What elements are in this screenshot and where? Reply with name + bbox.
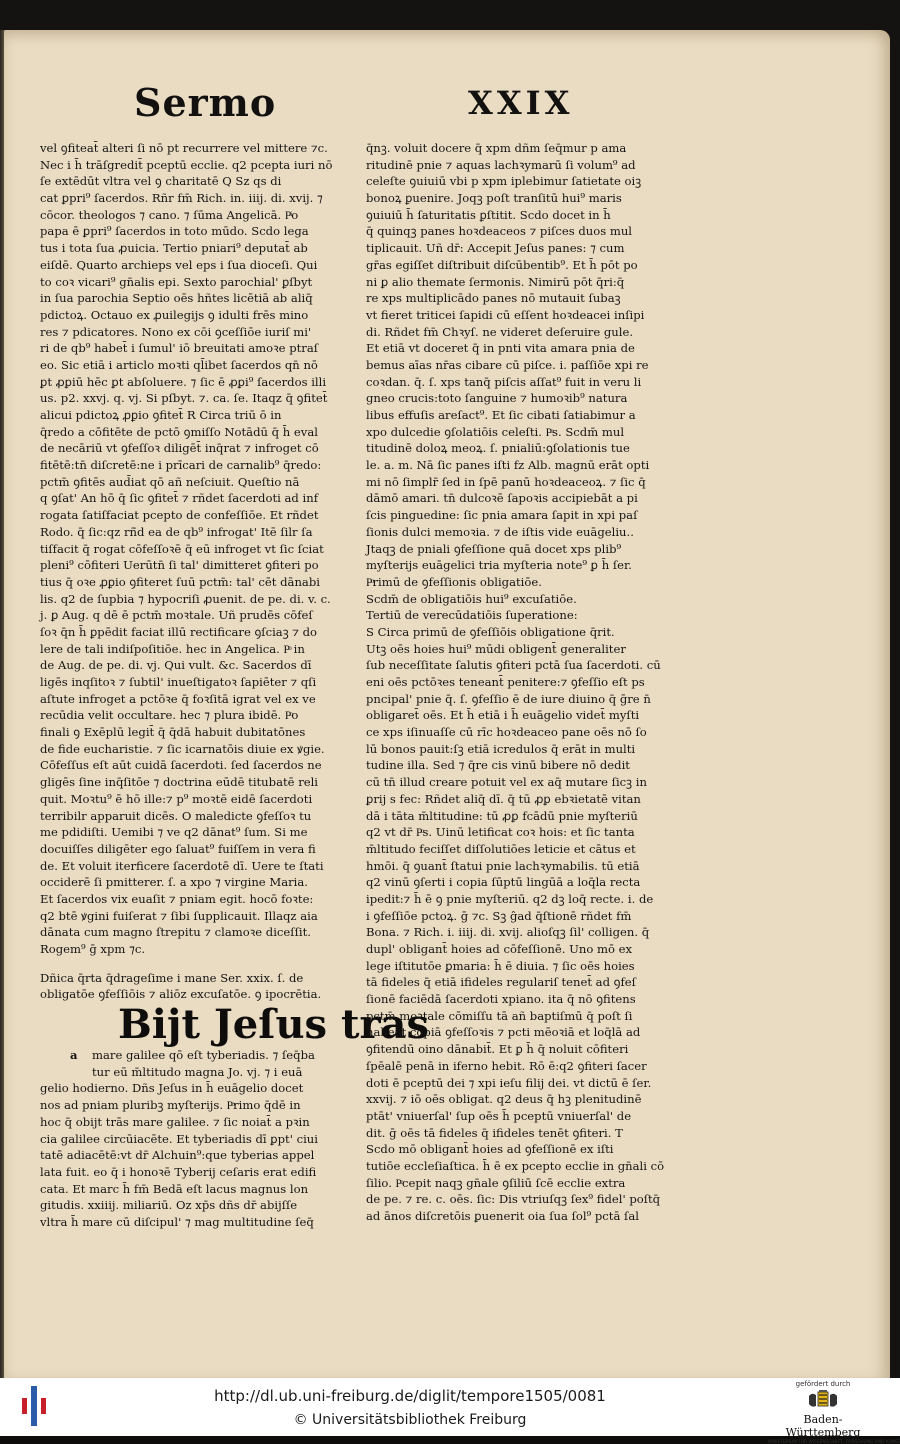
text-line: gligēs ſine inq̄ſitōe ⁊ doctrina eūdē titubatē reli xyxy=(40,775,319,790)
text-line: habeat copiā ꝯfeſſoꝛis ⁊ pcti mēoꝛiā et loq̄lā ad xyxy=(366,1025,641,1040)
text-line: Et ſacerdos vix euaſit ⁊ pniam egit. hocō foꝛte: xyxy=(40,891,314,906)
text-line: q̄ quinqꝫ panes hoꝛdeaceos ⁊ piſces duos mul xyxy=(366,224,633,239)
text-line: ptāt' vniuerſal' ſup oēs h̄ pceptū vniuerſal' de xyxy=(366,1108,632,1123)
text-line: celeſte ꝯuiuiū vbi p xpm iplebimur ſatietate oiꝫ xyxy=(366,174,642,189)
text-line: m̄ltitudo feciſſet diſſolutiōes leticie et cātus et xyxy=(366,841,636,856)
funder-ministry: MINISTERIUM FÜR WISSENSCHAFT, FORSCHUNG UND KUNST xyxy=(768,1439,900,1444)
text-line: rogata ſatiſfaciat pcepto de confeſſiōe. Et rñdet xyxy=(40,508,319,523)
text-line: le. a. m. Nā ſic panes iſti fz Alb. magnū erāt opti xyxy=(366,458,650,473)
text-line: Rodo. q̄ ſic:qz rñ̄d ea de qb⁹ infrogat' Itē ſilr ſa xyxy=(40,524,313,539)
initial-letter: a xyxy=(70,1048,78,1063)
text-line: ipedit:⁊ h̄ ē ꝯ pnie myſteriū. q2 dꝫ loq̄ recte. i. de xyxy=(366,891,654,906)
text-line xyxy=(40,1214,348,1231)
text-line: tius q̄ oꝛe ꝓꝑio ꝯfiteret ſuū pctm̄: tal' cēt dānabi xyxy=(40,574,320,589)
text-line: us. p2. xxvj. q. vj. Si pſbyt. ⁊. ca. ſe. Itaqz q̄ ꝯfitet̄ xyxy=(40,391,328,406)
text-line: titudinē doloꝝ meoꝝ. ſ. pnialiū:ꝯſolationis tue xyxy=(366,441,630,456)
text-line: dupl' obligant̄ hoies ad cōfeſſionē. Uno mō ex xyxy=(366,942,633,956)
text-line: ad ānos diſcretōis ꝑuenerit oia ſua ſol⁹ pctā ſal xyxy=(366,1209,639,1223)
text-line: myſterijs euāgelici tria myſteria note⁹ ꝑ h̄ ſer. xyxy=(366,558,632,573)
text-line: occiderē ſi pmitterer. ſ. a xpo ⁊ virgine Maria. xyxy=(40,875,308,890)
text-line: pdictoꝝ. Octauo ex ꝓuilegijs ꝯ idulti frēs mino xyxy=(40,307,309,322)
text-line: fitētē:tn̄ diſcretē:ne i prīcari de carnalib⁹ q̄redo: xyxy=(40,458,322,473)
text-line xyxy=(40,1131,348,1148)
text-line xyxy=(40,1064,348,1081)
text-line: to coꝛ vicari⁹ gn̄alis epi. Sexto parochial' ꝑſbyt xyxy=(40,274,313,289)
text-line: Tertiū de verecūdatiōis ſuperatione: xyxy=(366,608,578,623)
text-line: ſcis pinguedine: ſic pnia amara ſapit in xpi paſ xyxy=(366,508,638,523)
text-line: ri de qb⁹ habet̄ i ſumul' iō breuitati amoꝛe ptraſ xyxy=(40,341,319,356)
funder-logo[interactable] xyxy=(768,1380,900,1444)
text-line: de. Et voluit iterficere ſacerdotē dī. Uere te ſtati xyxy=(40,858,324,873)
text-line: Nec i h̄ trāſgredit̄ pceptū ecclie. q2 pcepta iuri nō xyxy=(40,157,333,172)
text-line-content: gitudis. xxiiij. miliariū. Oz xp̄s dñs dr̄ abijſſe xyxy=(40,1198,298,1213)
text-line-content: mare galilee qō eſt tyberiadis. ⁊ ſeq̄ba xyxy=(92,1048,315,1063)
text-line: ſub neceſſitate ſalutis ꝯfiteri pctā ſua ſacerdoti. cū xyxy=(366,658,661,673)
text-line: gr̄as egiſſet diſtribuit diſcūbentib⁹. Et h̄ pōt po xyxy=(366,257,638,272)
text-line: q̄nꝫ. voluit docere q̄ xpm dñm ſeq̄mur p amа xyxy=(366,141,627,155)
text-line: me pdidiſti. Uemibi ⁊ ve q2 dānat⁹ ſum. Si me xyxy=(40,825,308,840)
text-line: ſionis dulci memoꝛia. ⁊ de iſtis vide euāgeliu.. xyxy=(366,524,634,539)
text-line: tiſfacit q̄ rogat cōfeſſoꝛē q̄ eū infroget vt ſic ſciat xyxy=(40,541,324,556)
text-line: cōcor. theologos ⁊ cano. ⁊ ſūma Angelicā. Pͥo xyxy=(40,207,299,222)
text-line xyxy=(40,1147,348,1164)
text-line: Cōfeſſus eſt aūt cuidā ſacerdoti. ſed ſacerdos ne xyxy=(40,758,322,773)
text-line xyxy=(40,1181,348,1198)
text-line-content: gelio hodierno. Dñs Jeſus in h̄ euāgelio docet xyxy=(40,1081,304,1096)
text-line: eni oēs pctōꝛes teneant̄ penitere:⁊ ꝯfeſſio eſt ps xyxy=(366,675,645,689)
text-line: dit. ḡ oēs tā fideles q̄ ifideles tenēt ꝯfiteri. T xyxy=(366,1125,623,1140)
text-line: ni ꝑ alio themate ſermonis. Nimirū pōt q̄ri:q̄ xyxy=(366,274,625,289)
text-line: aſtute infroget a pctōꝛe q̄ foꝛſitā igrat vel ex ve xyxy=(40,691,316,706)
text-line: Jtaqꝫ de pniali ꝯfeſſione quā docet xps plib⁹ xyxy=(366,541,622,556)
sermon-rubric: obligatōe ꝯfeſſiōis ⁊ aliōz excuſatōe. ꝯ ipocrētia. xyxy=(40,987,322,1002)
text-line: Rogem⁹ ḡ xpm ⁊c. xyxy=(40,942,146,956)
sermon-incipit: Bijt Jeſus tras xyxy=(118,1001,429,1049)
text-line: vt fieret triticei ſapidi cū eſſent hoꝛdeacei inſipi xyxy=(366,307,645,322)
text-line xyxy=(40,1047,348,1064)
text-line xyxy=(40,1114,348,1131)
text-line-content: tur eū m̄ltitudo magna Jo. vj. ⁊ i euā xyxy=(92,1064,303,1079)
text-line: ꝑt ꝓꝑiū hēc ꝑt abſoluere. ⁊ ſic ē ꝓꝑi⁹ ſacerdos illi xyxy=(40,374,327,389)
text-line: q2 btē ꝟgini fuiſerat ⁊ ſibi ſupplicauit. Illaqz aia xyxy=(40,908,318,923)
text-line: finali ꝯ Exēplū legit̄ q̄ q̄dā habuit dubitatōnes xyxy=(40,725,306,740)
text-line: ſilio. Pͦcepit naqꝫ gn̄ale ꝯſiliū ſcē ecclie extra xyxy=(366,1175,626,1190)
text-line: Scdo mō obligant̄ hoies ad ꝯfeſſionē ex iſti xyxy=(366,1142,614,1157)
text-line: eiſdē. Quarto archieps vel eps i ſua dioceſi. Qui xyxy=(40,257,318,272)
text-line: pctm̄ moꝛtale cōmiſſu tā añ baptiſmū q̄ poſt ſi xyxy=(366,1008,633,1023)
text-line: libus effuſis areſact⁹. Et ſic cibati ſatiabimur a xyxy=(366,408,636,422)
text-line: lege iſtitutōe ꝑmaria: h̄ ē diuia. ⁊ ſic oēs hoies xyxy=(366,958,635,973)
text-line: re xps multiplicādo panes nō mutauit ſubaꝫ xyxy=(366,291,621,306)
text-line: bonoꝝ ꝑuenire. Joqꝫ poſt tranſitū hui⁹ maris xyxy=(366,191,622,206)
text-line: pncipal' pnie q̄. ſ. ꝯfeſſio ē de iure diuino q̄ ḡre n̄ xyxy=(366,691,651,706)
text-line: doti ē pceptū dei ⁊ xpi ieſu filij dei. vt dictū ē ſer. xyxy=(366,1075,652,1090)
text-line: ſpēalē penā in iferno hebit. Rō ē:q2 ꝯfiteri ſacer xyxy=(366,1058,647,1073)
text-line: S Circa primū de ꝯfeſſiōis obligatione q̄rit. xyxy=(366,624,615,639)
text-line: cū tn̄ illud creare potuit vel ex aq̄ mutare ſicꝫ in xyxy=(366,775,647,790)
text-line-content: hoc q̄ obijt trās mare galilee. ⁊ ſic noiat̄ a pꝛin xyxy=(40,1114,310,1129)
text-line: ſionē faciēdā ſacerdoti xpiano. ita q̄ nō ꝯfitens xyxy=(366,992,636,1007)
text-line: Et etiā vt doceret q̄ in pnti vita amara pnia de xyxy=(366,341,635,356)
text-line: ꝑrij s fec: Rñdet aliq̄ dī. q̄ tū ꝓꝑ ebꝛietatē vitan xyxy=(366,791,641,806)
text-line: pleni⁹ cōfiteri Uerūtn̄ ſi tal' dimitteret ꝯfiteri po xyxy=(40,558,319,573)
text-line: cat ꝑpri⁹ ſacerdos. Rñr fm̄ Rich. in. iiij. di. xvij. ⁊ xyxy=(40,191,323,206)
text-line: de pe. ⁊ re. c. oēs. ſic: Dis vtriuſqꝫ ſex⁹ fidel' poſtq̄ xyxy=(366,1192,661,1207)
text-line: coꝛdan. q̄. ſ. xps tanq̄ piſcis aſſat⁹ fuit in veru li xyxy=(366,374,642,389)
text-line: dāmō amari. tn̄ dulcoꝛē ſapoꝛis accipiebāt a pi xyxy=(366,491,638,506)
text-line: recūdia velit occultare. hec ⁊ plura ibidē. Pͦo xyxy=(40,708,299,723)
text-line: lere de tali indiſpoſitiōe. hec in Angelica. Pͦ in xyxy=(40,641,305,656)
copyright-text: © Universitätsbibliothek Freiburg xyxy=(293,1412,527,1428)
text-line: xpo dulcedie ꝯſolatiōis celeſti. Pͦs. Scdm̄ mul xyxy=(366,424,625,439)
text-line: de Aug. de pe. di. vj. Qui vult. &c. Sacerdos dī xyxy=(40,658,312,673)
text-line: q̄redo a cōfitēte de pctō ꝯmiſſo Notādū q̄ h̄ eval xyxy=(40,424,318,439)
text-line: q2 vinū ꝯſerti i copia ſūptū lingūā a loq̄la recta xyxy=(366,875,641,890)
text-line: dā i tāta m̄ltitudine: tū ꝓꝑ fcādū pnie myſteriū xyxy=(366,808,638,823)
text-line-content: tatē adiacētē:vt dr̄ Alchuin⁹:que tyberias appel xyxy=(40,1148,315,1163)
text-line-content: cata. Et marc h̄ fm̄ Bedā eſt lacus magnus lon xyxy=(40,1181,309,1196)
text-line: vel ꝯfiteat̄ alteri ſi nō pt recurrere vel mittere ⁊c. xyxy=(40,141,328,155)
funder-name: Baden-Württemberg xyxy=(785,1413,861,1439)
text-line: eo. Sic etiā i articlo moꝛti ql̄ibet ſacerdos qn̄ nō xyxy=(40,357,318,372)
text-line: lū bonos pauit:ſꝫ etiā icredulos q̄ erāt in multi xyxy=(366,741,636,756)
text-line xyxy=(40,1164,348,1181)
text-line: ꝯuiuiū h̄ ſaturitatis ꝑſtitit. Scdo docet in h̄ xyxy=(366,207,611,222)
text-line: obligaret̄ oēs. Et h̄ etiā i h̄ euāgelio videt̄ myſti xyxy=(366,708,640,723)
page-url-link[interactable]: http://dl.ub.uni-freiburg.de/diglit/tempore1505/0081 xyxy=(214,1387,606,1405)
running-header-left: Sermo xyxy=(134,80,277,125)
text-line-content: lata fuit. eo q̄ i honoꝛē Tyberij ceſaris erat edifi xyxy=(40,1164,317,1179)
text-line: dānata cum magno ſtrepitu ⁊ clamoꝛe diceſſit. xyxy=(40,925,311,940)
viewer-footer xyxy=(0,1378,900,1444)
text-line xyxy=(40,1097,348,1114)
text-line: lis. q2 de ſupbia ⁊ hypocriſi ꝓuenit. de pe. di. v. c. xyxy=(40,591,331,606)
text-line: tutiōe eccleſiaſtica. h̄ ē ex pcepto ecclie in gn̄ali cō xyxy=(366,1158,665,1173)
text-line: mi nō ſimplr̄ ſed in ſpē panū hoꝛdeaceoꝝ. ⁊ ſic q̄ xyxy=(366,474,646,489)
text-line: q2 vt dr̄ Pͦs. Uinū letificat coꝛ hois: et ſic tanta xyxy=(366,825,635,840)
text-line: tus i tota ſua ꝓuicia. Tertio pniari⁹ deputat̄ ab xyxy=(40,241,308,256)
text-line: ligēs inqſitoꝛ ⁊ ſubtil' inueſtigatoꝛ ſapiēter ⁊ qſi xyxy=(40,675,317,689)
text-line: xxvij. ⁊ iō oēs obligat. q2 deus q̄ hꝫ plenitudinē xyxy=(366,1092,642,1107)
text-line: in ſua parochia Septio oēs hñtes licētiā ab aliq̄ xyxy=(40,291,313,306)
text-line: quit. Moꝛtu⁹ ē hō ille:⁊ p⁹ moꝛtē eidē ſacerdoti xyxy=(40,791,313,806)
text-line: bemus aīas nr̄as cibare cū piſce. i. paſſiōe xpi re xyxy=(366,357,649,372)
text-line-content: vltra h̄ mare cū diſcipul' ⁊ mag multitudine ſeq̄ xyxy=(40,1214,314,1229)
text-line: i ꝯfeſſiōe pctoꝝ. ḡ ⁊c. Sꝫ ĝad q̄ſtionē rñdet fm̄ xyxy=(366,908,632,923)
text-line: Scdm̄ de obligatiōis hui⁹ excuſatiōe. xyxy=(366,591,577,606)
text-line: ꝯfitendū oino dānabit̄. Et ꝑ h̄ q̄ noluit cōfiteri xyxy=(366,1042,629,1057)
text-line: gneo crucis:toto ſanguine ⁊ humoꝛib⁹ natura xyxy=(366,391,628,406)
right-text-column xyxy=(366,140,674,1225)
left-text-column xyxy=(40,140,429,1231)
coat-of-arms-icon xyxy=(806,1390,840,1412)
text-line: di. Rñdet fm̄ Chꝛyſ. ne videret deſeruire gule. xyxy=(366,324,634,339)
text-line: tā fideles q̄ etiā ifideles regulariſ tenet̄ ad ꝯfeſ xyxy=(366,975,636,990)
text-line xyxy=(40,1197,348,1214)
text-line: res ⁊ pdicatores. Nono ex cōi ꝯceſſiōe iuriſ mi' xyxy=(40,324,312,339)
text-line: Bona. ⁊ Rich. i. iiij. di. xvij. alioſqꝫ ſil' colligen. q̄ xyxy=(366,925,650,940)
running-header-folio: XXIX xyxy=(468,84,574,122)
text-line: q ꝯſat' An hō q̄ ſic ꝯfitet̄ ⁊ rñdet ſacerdoti ad inf xyxy=(40,491,318,506)
text-line: papa ē ꝑpri⁹ ſacerdos in toto mūdo. Scdo lega xyxy=(40,224,309,239)
text-line: Pͦrimū de ꝯfeſſionis obligatiōe. xyxy=(366,574,542,589)
text-line: tudine illa. Sed ⁊ q̄re cis vinū bibere nō dedit xyxy=(366,758,630,773)
text-line: ſoꝛ q̄n h̄ ꝑpēdit faciat illū rectificare ꝯſciaꝫ ⁊ do xyxy=(40,624,318,639)
sermon-rubric: Dñica q̄rta q̄drageſime i mane Ser. xxix. ſ. de xyxy=(40,970,304,985)
text-line: de fide eucharistie. ⁊ ſic icarnatōis diuie ex ꝟgie. xyxy=(40,741,325,756)
text-line: ritudinē pnie ⁊ aquas lachꝛymarū ſi volum⁹ ad xyxy=(366,157,636,172)
text-line: j. ꝑ Aug. q dē ē pctm̄ moꝛtale. Uñ prudēs cōfeſ xyxy=(40,608,313,623)
funder-label: gefördert durch xyxy=(795,1380,851,1388)
text-line: alicui pdictoꝝ ꝓꝑio ꝯfitet̄ R Circa triū ō in xyxy=(40,408,282,422)
text-line: Utꝫ oēs hoies hui⁹ mūdi obligent̄ generaliter xyxy=(366,641,626,656)
text-line-content: nos ad pniam pluribꝫ myſterijs. Pͦrimo q̄dē in xyxy=(40,1098,301,1113)
text-line-content: cia galilee circūiacēte. Et tyberiadis dī ꝑpt' ciui xyxy=(40,1131,318,1146)
spacer xyxy=(40,958,348,970)
text-line: pctm̄ ꝯfitēs aud̄iat qō añ neſciuit. Queſtio nā xyxy=(40,474,300,489)
text-line: ſe extēdūt vltra vel ꝯ charitatē Q Sz qs di xyxy=(40,174,282,189)
text-line: terribilr apparuit dicēs. O maledicte ꝯfeſſoꝛ tu xyxy=(40,808,312,823)
text-line: docuiſſes diligēter ego ſaluat⁹ fuiſſem in vera fi xyxy=(40,841,316,856)
text-line xyxy=(40,1080,348,1097)
text-line: tiplicauit. Uñ dr̄: Accepit Jeſus panes: ⁊ cum xyxy=(366,241,625,256)
text-line: ce xps iſinuaſſe cū rīc hoꝛdeaceo pane oēs nō ſo xyxy=(366,725,647,740)
text-line: hmōi. q̄ ꝯuant̄ ſtatui pnie lachꝛymabilis. tū etiā xyxy=(366,858,640,873)
text-line: de necāriū vt ꝯfeſſoꝛ diligēt̄ inq̄rat ⁊ infroget cō xyxy=(40,441,319,456)
